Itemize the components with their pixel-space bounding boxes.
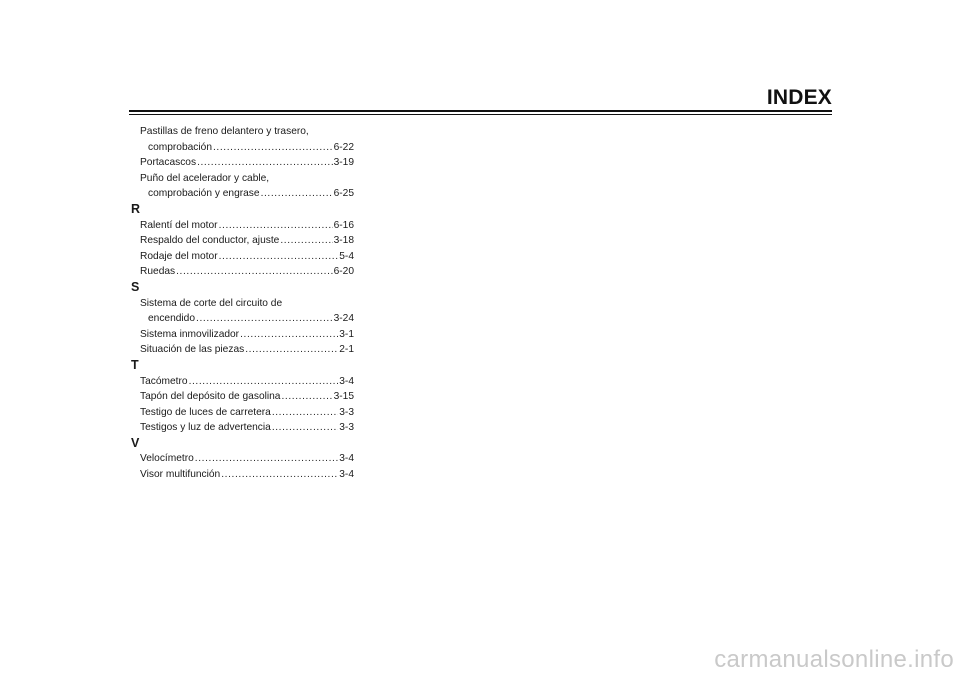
letter-heading: R <box>131 201 141 216</box>
index-entry <box>148 186 354 202</box>
dot-leader <box>272 420 338 436</box>
index-page-number: 3-4 <box>339 453 354 465</box>
index-entry <box>140 233 354 249</box>
index-entry-text: Ruedas <box>140 266 176 278</box>
index-entry <box>140 374 354 390</box>
index-page-number: 3-4 <box>339 375 354 387</box>
index-entry <box>140 405 354 421</box>
index-entry-text: Situación de las piezas <box>140 344 245 356</box>
dot-leader <box>245 342 338 358</box>
index-column <box>131 124 354 483</box>
index-entry <box>140 249 354 265</box>
index-entry <box>140 342 354 358</box>
index-entry-text: comprobación y engrase <box>148 188 260 200</box>
index-page-number: 2-1 <box>339 344 354 356</box>
dot-leader <box>196 311 333 327</box>
index-entry <box>140 389 354 405</box>
index-entry-text: Rodaje del motor <box>140 250 218 262</box>
dot-leader <box>197 155 333 171</box>
index-entry <box>140 451 354 467</box>
dot-leader <box>213 140 333 156</box>
dot-leader <box>189 374 339 390</box>
dot-leader <box>221 467 338 483</box>
index-entry-text: comprobación <box>148 141 212 153</box>
index-entry-text: Sistema de corte del circuito de <box>140 297 283 309</box>
watermark: carmanualsonline.info <box>714 646 954 673</box>
dot-leader <box>195 451 338 467</box>
index-entry <box>140 327 354 343</box>
index-entry-text: Visor multifunción <box>140 469 221 481</box>
index-entry <box>148 311 354 327</box>
index-entry-text: Velocímetro <box>140 453 194 465</box>
index-entry <box>140 467 354 483</box>
index-entry-text: Portacascos <box>140 157 197 169</box>
index-page-number: 6-25 <box>333 188 354 200</box>
dot-leader <box>280 233 332 249</box>
letter-heading: S <box>131 279 140 294</box>
index-entry-text: Pastillas de freno delantero y trasero, <box>140 126 309 137</box>
index-entry-text: Ralentí del motor <box>140 219 218 231</box>
index-page-number: 3-24 <box>333 313 354 325</box>
index-entry-text: Respaldo del conductor, ajuste <box>140 235 280 247</box>
index-entry <box>148 140 354 156</box>
index-entry-text: Puño del acelerador y cable, <box>140 172 270 184</box>
index-page-number: 6-16 <box>333 219 354 231</box>
index-page-number: 3-1 <box>339 328 354 340</box>
index-page-number: 3-3 <box>339 422 354 434</box>
dot-leader <box>240 327 338 343</box>
index-page-number: 6-22 <box>333 141 354 153</box>
index-entry-text: encendido <box>148 313 196 325</box>
letter-heading: V <box>131 435 140 450</box>
index-page-number: 3-18 <box>333 235 354 247</box>
index-entry <box>140 264 354 280</box>
index-page-number: 3-3 <box>339 406 354 418</box>
index-page-number: 5-4 <box>339 250 354 262</box>
index-entry-text: Tapón del depósito de gasolina <box>140 391 281 403</box>
index-page-number: 3-19 <box>333 157 354 169</box>
index-page-number: 3-4 <box>339 469 354 481</box>
header-rule-thin <box>129 114 832 115</box>
header-rule-thick <box>129 110 832 112</box>
letter-heading: T <box>131 357 139 372</box>
index-entry-text: Testigos y luz de advertencia <box>140 422 271 434</box>
dot-leader <box>219 218 333 234</box>
dot-leader <box>272 405 338 421</box>
page-title: INDEX <box>766 86 832 109</box>
index-entry-text: Tacómetro <box>140 375 188 387</box>
index-entry <box>140 420 354 436</box>
dot-leader <box>261 186 333 202</box>
index-entry-text: Sistema inmovilizador <box>140 328 240 340</box>
index-page-number: 3-15 <box>333 391 354 403</box>
index-entry <box>140 218 354 234</box>
dot-leader <box>281 389 332 405</box>
index-page-number: 6-20 <box>333 266 354 278</box>
index-entry-text: Testigo de luces de carretera <box>140 406 271 418</box>
index-entry <box>140 155 354 171</box>
dot-leader <box>176 264 332 280</box>
dot-leader <box>219 249 339 265</box>
